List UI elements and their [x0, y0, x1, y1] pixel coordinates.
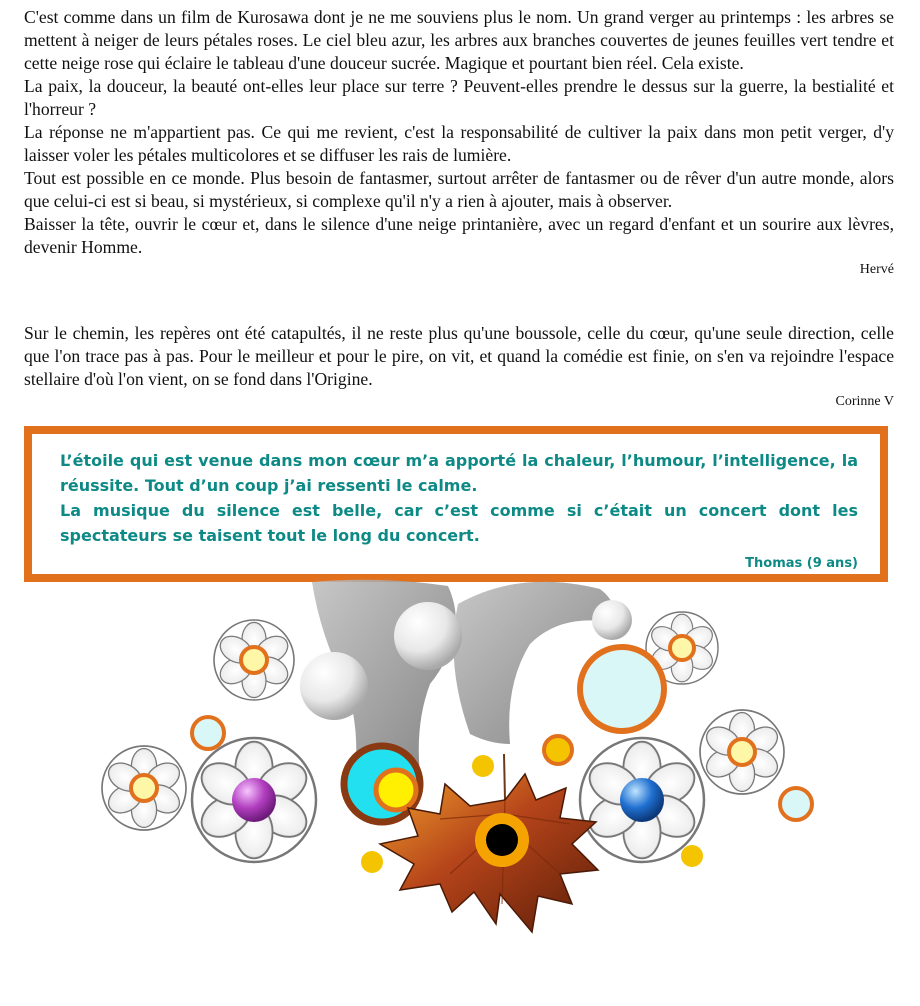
decorative-artwork [0, 574, 920, 1006]
paragraph: La paix, la douceur, la beauté ont-elles leur place sur terre ? Peuvent-elles prendre le dessus sur la guerre, la bestialité et l'horreur ? [24, 76, 894, 119]
orange-ring-icon [544, 736, 572, 764]
quote-text [60, 448, 858, 576]
paragraph: La réponse ne m'appartient pas. Ce qui me revient, c'est la responsabilité de cultiver la paix dans mon petit verger, d'y laisser voler les pétales multicolores et se diffuser les rais de lumière. [24, 122, 894, 165]
paragraph: C'est comme dans un film de Kurosawa dont je ne me souviens plus le nom. Un grand verger au printemps : les arbres se mettent à neiger de leurs pétales roses. Le ciel bleu azur, les arbres aux branches couvertes de jeunes feuilles vert tendre et cette neige rose qui éclaire le tableau d'une douceur sucrée. Magique et pourtant bien réel. Cela existe. [24, 7, 894, 73]
orange-ring-icon [192, 717, 224, 749]
quote-paragraph: La musique du silence est belle, car c’est comme si c’était un concert dont les spectateurs se taisent tout le long du concert. [60, 501, 858, 545]
quote-box [24, 426, 888, 582]
sphere-icon [620, 778, 664, 822]
signature-corinne: Corinne V [835, 394, 894, 409]
orange-ring-icon [376, 770, 416, 810]
signature-herve: Hervé [859, 262, 894, 277]
text-block-herve [24, 6, 894, 280]
sphere-icon [394, 602, 462, 670]
orange-ring-icon [580, 647, 664, 731]
sphere-icon [232, 778, 276, 822]
yellow-dot-icon [472, 755, 494, 777]
paragraph: Sur le chemin, les repères ont été catapultés, il ne reste plus qu'une boussole, celle du cœur, qu'une seule direction, celle que l'on trace pas à pas. Pour le meilleur et pour le pire, on vit, et quand la comédie est finie, on s'en va rejoindre l'espace stellaire d'où l'on vient, on se fond dans l'Origine. [24, 323, 894, 389]
yellow-dot-icon [681, 845, 703, 867]
quote-signature: Thomas (9 ans) [745, 556, 858, 571]
sphere-icon [592, 600, 632, 640]
paragraph: Baisser la tête, ouvrir le cœur et, dans le silence d'une neige printanière, avec un regard d'enfant et un sourire aux lèvres, devenir Homme. [24, 214, 894, 257]
sphere-icon [300, 652, 368, 720]
orange-ring-icon [780, 788, 812, 820]
quote-paragraph: L’étoile qui est venue dans mon cœur m’a apporté la chaleur, l’humour, l’intelligence, la réussite. Tout d’un coup j’ai ressenti le calme. [60, 451, 858, 495]
paragraph: Tout est possible en ce monde. Plus besoin de fantasmer, surtout arrêter de fantasmer ou de rêver d'un autre monde, alors que celui-ci est si beau, si mystérieux, si complexe qu'il n'y a rien à ajouter, mais à observer. [24, 168, 894, 211]
yellow-dot-icon [361, 851, 383, 873]
text-block-corinne [24, 322, 894, 412]
